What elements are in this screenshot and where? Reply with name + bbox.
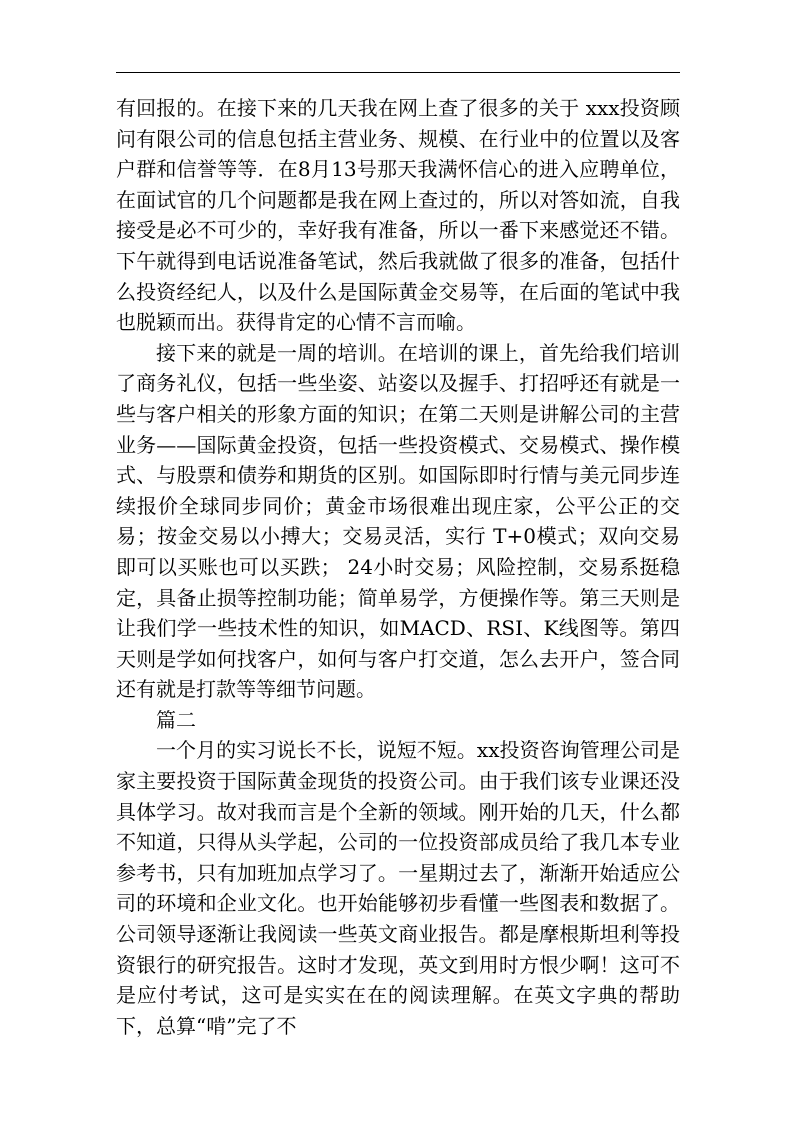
document-body (116, 93, 680, 1041)
paragraph-internship: 一个月的实习说长不长，说短不短。xx投资咨询管理公司是家主要投资于国际黄金现货的投资公司。由于我们该专业课还没具体学习。故对我而言是个全新的领域。刚开始的几天，什么都不知道，只得从头学起，公司的一位投资部成员给了我几本专业参考书，只有加班加点学习了。一星期过去了，渐渐开始适应公司的环境和企业文化。也开始能够初步看懂一些图表和数据了。公司领导逐渐让我阅读一些英文商业报告。都是摩根斯坦利等投资银行的研究报告。这时才发现，英文到用时方恨少啊！这可不是应付考试，这可是实实在在的阅读理解。在英文字典的帮助下，总算“啃”完了不 (116, 738, 680, 1038)
paragraph-training: 接下来的就是一周的培训。在培训的课上，首先给我们培训了商务礼仪，包括一些坐姿、站姿以及握手、打招呼还有就是一些与客户相关的形象方面的知识；在第二天则是讲解公司的主营业务——国际黄金投资，包括一些投资模式、交易模式、操作模式、与股票和债券和期货的区别。如国际即时行情与美元同步连续报价全球同步同价；黄金市场很难出现庄家，公平公正的交易；按金交易以小搏大；交易灵活，实行 T+0模式；双向交易即可以买账也可以买跌； 24小时交易；风险控制，交易系挺稳定，具备止损等控制功能；简单易学，方便操作等。第三天则是让我们学一些技术性的知识，如MACD、RSI、K线图等。第四天则是学如何找客户，如何与客户打交道，怎么去开户，签合同还有就是打款等等细节问题。 (116, 340, 680, 702)
paragraph-continuation: 有回报的。在接下来的几天我在网上查了很多的关于 xxx投资顾问有限公司的信息包括主营业务、规模、在行业中的位置以及客户群和信誉等等．在8月13号那天我满怀信心的进入应聘单位，在面试官的几个问题都是我在网上查过的，所以对答如流，自我接受是必不可少的，幸好我有准备，所以一番下来感觉还不错。下午就得到电话说准备笔试，然后我就做了很多的准备，包括什么投资经纪人，以及什么是国际黄金交易等，在后面的笔试中我也脱颖而出。获得肯定的心情不言而喻。 (116, 96, 680, 335)
section-heading: 篇二 (156, 707, 196, 732)
header-rule (116, 72, 680, 73)
